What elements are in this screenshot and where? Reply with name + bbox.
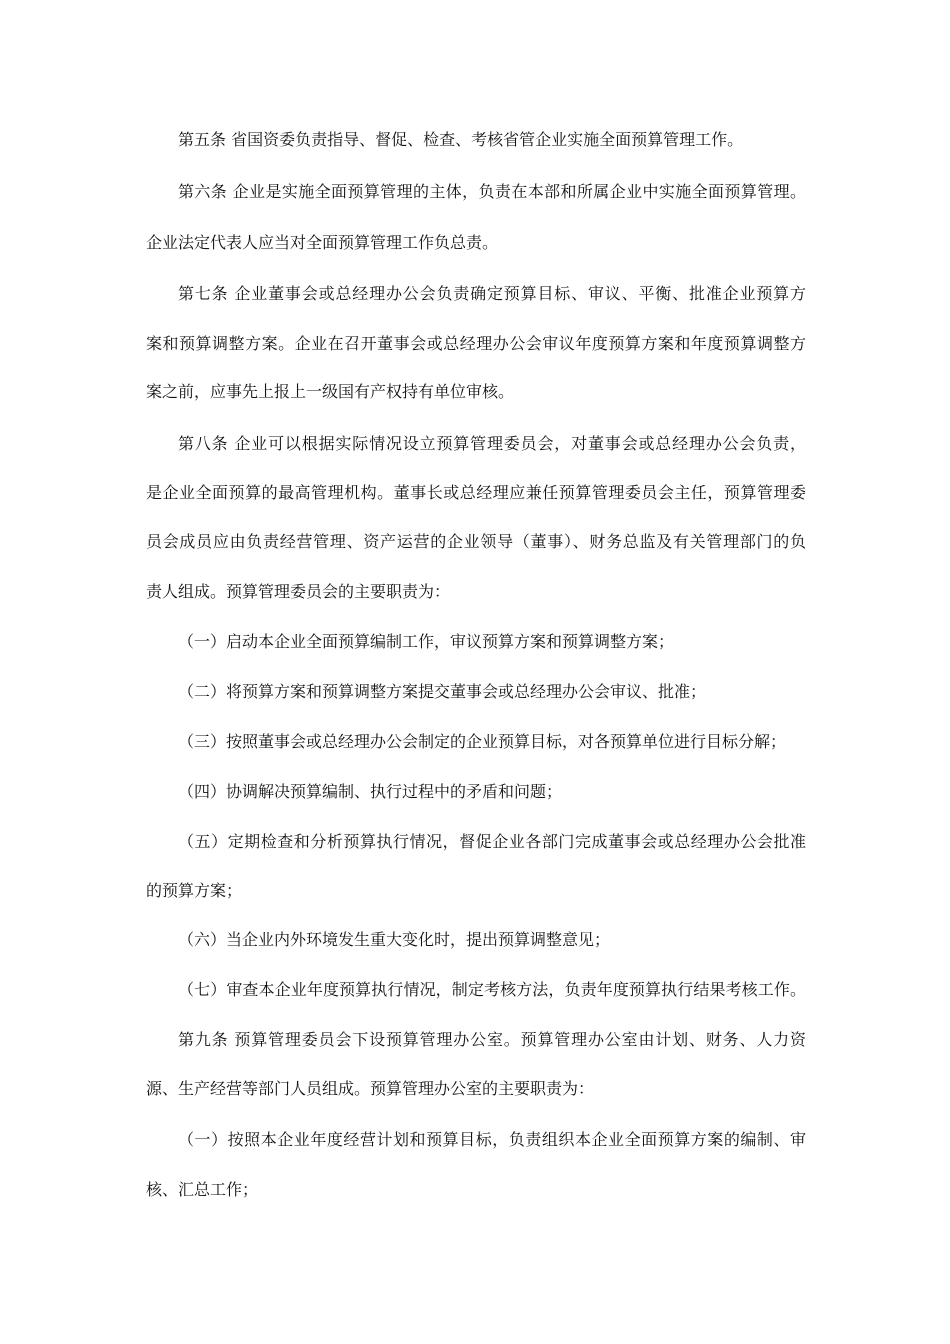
article-7-line-3: 案之前，应事先上报上一级国有产权持有单位审核。	[146, 382, 515, 401]
article-8-item-5-line-1: （五）定期检查和分析预算执行情况，督促企业各部门完成董事会或总经理办公会批准	[178, 832, 806, 851]
article-6-line-1: 第六条 企业是实施全面预算管理的主体，负责在本部和所属企业中实施全面预算管理。	[178, 182, 806, 201]
article-8-line-2: 是企业全面预算的最高管理机构。董事长或总经理应兼任预算管理委员会主任，预算管理委	[146, 483, 806, 502]
article-8-item-7: （七）审查本企业年度预算执行情况，制定考核方法，负责年度预算执行结果考核工作。	[178, 980, 806, 999]
article-9-line-1: 第九条 预算管理委员会下设预算管理办公室。预算管理办公室由计划、财务、人力资	[178, 1030, 806, 1049]
article-8-line-4: 责人组成。预算管理委员会的主要职责为：	[146, 582, 451, 601]
article-9-item-1-line-1: （一）按照本企业年度经营计划和预算目标，负责组织本企业全面预算方案的编制、审	[178, 1130, 806, 1149]
article-5-line: 第五条 省国资委负责指导、督促、检查、考核省管企业实施全面预算管理工作。	[178, 130, 744, 149]
article-8-item-1: （一）启动本企业全面预算编制工作，审议预算方案和预算调整方案；	[178, 632, 675, 651]
article-8-item-3: （三）按照董事会或总经理办公会制定的企业预算目标，对各预算单位进行目标分解；	[178, 732, 787, 751]
article-8-item-6: （六）当企业内外环境发生重大变化时，提出预算调整意见；	[178, 930, 611, 949]
article-8-line-1: 第八条 企业可以根据实际情况设立预算管理委员会，对董事会或总经理办公会负责，	[178, 434, 806, 453]
article-7-line-2: 案和预算调整方案。企业在召开董事会或总经理办公会审议年度预算方案和年度预算调整方	[146, 334, 806, 353]
article-9-line-2: 源、生产经营等部门人员组成。预算管理办公室的主要职责为：	[146, 1079, 595, 1098]
article-8-line-3: 员会成员应由负责经营管理、资产运营的企业领导（董事）、财务总监及有关管理部门的负	[146, 532, 806, 551]
article-6-line-2: 企业法定代表人应当对全面预算管理工作负总责。	[146, 233, 499, 252]
article-8-item-5-line-2: 的预算方案；	[146, 881, 243, 900]
article-7-line-1: 第七条 企业董事会或总经理办公会负责确定预算目标、审议、平衡、批准企业预算方	[178, 284, 806, 303]
article-8-item-4: （四）协调解决预算编制、执行过程中的矛盾和问题；	[178, 782, 563, 801]
article-8-item-2: （二）将预算方案和预算调整方案提交董事会或总经理办公会审议、批准；	[178, 682, 707, 701]
article-9-item-1-line-2: 核、汇总工作；	[146, 1180, 259, 1199]
